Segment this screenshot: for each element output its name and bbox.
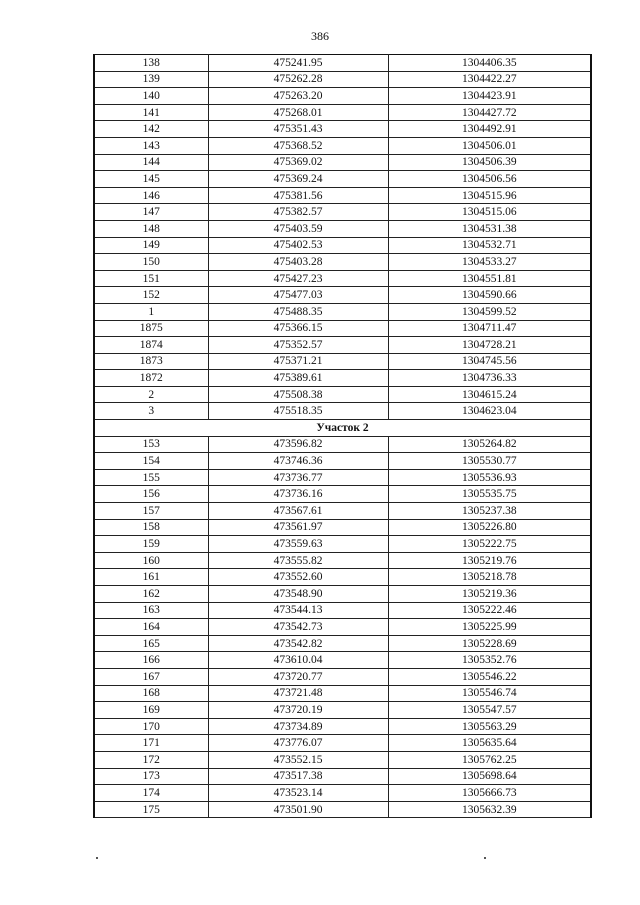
point-number-cell: 148 (94, 220, 208, 237)
x-coordinate-cell: 475403.28 (208, 254, 388, 271)
x-coordinate-cell: 473555.82 (208, 552, 388, 569)
table-row (94, 154, 591, 171)
y-coordinate-cell: 1305228.69 (388, 635, 591, 652)
x-coordinate-cell: 473567.61 (208, 503, 388, 520)
table-row (94, 104, 591, 121)
x-coordinate-cell: 473596.82 (208, 436, 388, 453)
x-coordinate-cell: 473542.73 (208, 619, 388, 636)
table-row (94, 751, 591, 768)
point-number-cell: 1 (94, 303, 208, 320)
y-coordinate-cell: 1304423.91 (388, 88, 591, 105)
y-coordinate-cell: 1305535.75 (388, 486, 591, 503)
section-row (94, 420, 591, 437)
scan-speck (484, 857, 486, 859)
y-coordinate-cell: 1304615.24 (388, 386, 591, 403)
point-number-cell: 173 (94, 768, 208, 785)
y-coordinate-cell: 1304532.71 (388, 237, 591, 254)
x-coordinate-cell: 473721.48 (208, 685, 388, 702)
table-row (94, 137, 591, 154)
table-row (94, 386, 591, 403)
point-number-cell: 175 (94, 801, 208, 818)
point-number-cell: 156 (94, 486, 208, 503)
table-row (94, 536, 591, 553)
point-number-cell: 2 (94, 386, 208, 403)
point-number-cell: 174 (94, 785, 208, 802)
x-coordinate-cell: 475402.53 (208, 237, 388, 254)
table-row (94, 187, 591, 204)
table-row (94, 287, 591, 304)
y-coordinate-cell: 1304406.35 (388, 55, 591, 72)
table-row (94, 436, 591, 453)
table-row (94, 303, 591, 320)
y-coordinate-cell: 1304599.52 (388, 303, 591, 320)
y-coordinate-cell: 1304745.56 (388, 353, 591, 370)
y-coordinate-cell: 1304728.21 (388, 337, 591, 354)
table-row (94, 469, 591, 486)
point-number-cell: 1874 (94, 337, 208, 354)
point-number-cell: 1872 (94, 370, 208, 387)
table-row (94, 668, 591, 685)
point-number-cell: 150 (94, 254, 208, 271)
table-row (94, 71, 591, 88)
x-coordinate-cell: 475366.15 (208, 320, 388, 337)
x-coordinate-cell: 473720.19 (208, 702, 388, 719)
table-row (94, 121, 591, 138)
point-number-cell: 163 (94, 602, 208, 619)
y-coordinate-cell: 1305222.46 (388, 602, 591, 619)
point-number-cell: 170 (94, 718, 208, 735)
x-coordinate-cell: 475427.23 (208, 270, 388, 287)
table-row (94, 220, 591, 237)
point-number-cell: 149 (94, 237, 208, 254)
point-number-cell: 155 (94, 469, 208, 486)
table-row (94, 619, 591, 636)
x-coordinate-cell: 475477.03 (208, 287, 388, 304)
x-coordinate-cell: 473552.60 (208, 569, 388, 586)
table-row (94, 768, 591, 785)
table-row (94, 718, 591, 735)
point-number-cell: 160 (94, 552, 208, 569)
y-coordinate-cell: 1304515.06 (388, 204, 591, 221)
y-coordinate-cell: 1304711.47 (388, 320, 591, 337)
table-row (94, 453, 591, 470)
point-number-cell: 157 (94, 503, 208, 520)
x-coordinate-cell: 475368.52 (208, 137, 388, 154)
y-coordinate-cell: 1305547.57 (388, 702, 591, 719)
y-coordinate-cell: 1305219.76 (388, 552, 591, 569)
point-number-cell: 161 (94, 569, 208, 586)
y-coordinate-cell: 1305563.29 (388, 718, 591, 735)
point-number-cell: 3 (94, 403, 208, 420)
y-coordinate-cell: 1305237.38 (388, 503, 591, 520)
table-row (94, 685, 591, 702)
x-coordinate-cell: 473523.14 (208, 785, 388, 802)
point-number-cell: 164 (94, 619, 208, 636)
x-coordinate-cell: 473736.16 (208, 486, 388, 503)
point-number-cell: 142 (94, 121, 208, 138)
x-coordinate-cell: 473720.77 (208, 668, 388, 685)
y-coordinate-cell: 1305762.25 (388, 751, 591, 768)
x-coordinate-cell: 473501.90 (208, 801, 388, 818)
y-coordinate-cell: 1304506.39 (388, 154, 591, 171)
y-coordinate-cell: 1304736.33 (388, 370, 591, 387)
y-coordinate-cell: 1305632.39 (388, 801, 591, 818)
point-number-cell: 141 (94, 104, 208, 121)
point-number-cell: 140 (94, 88, 208, 105)
table-row (94, 702, 591, 719)
y-coordinate-cell: 1304492.91 (388, 121, 591, 138)
point-number-cell: 168 (94, 685, 208, 702)
point-number-cell: 154 (94, 453, 208, 470)
table-row (94, 635, 591, 652)
point-number-cell: 1875 (94, 320, 208, 337)
y-coordinate-cell: 1305546.74 (388, 685, 591, 702)
point-number-cell: 153 (94, 436, 208, 453)
table-row (94, 237, 591, 254)
x-coordinate-cell: 473736.77 (208, 469, 388, 486)
table-row (94, 785, 591, 802)
x-coordinate-cell: 475369.24 (208, 171, 388, 188)
point-number-cell: 162 (94, 586, 208, 603)
x-coordinate-cell: 475263.20 (208, 88, 388, 105)
table-row (94, 403, 591, 420)
table-row (94, 569, 591, 586)
x-coordinate-cell: 473548.90 (208, 586, 388, 603)
coordinates-table-body (94, 55, 591, 818)
x-coordinate-cell: 475389.61 (208, 370, 388, 387)
y-coordinate-cell: 1305635.64 (388, 735, 591, 752)
point-number-cell: 169 (94, 702, 208, 719)
y-coordinate-cell: 1305546.22 (388, 668, 591, 685)
x-coordinate-cell: 473517.38 (208, 768, 388, 785)
y-coordinate-cell: 1305698.64 (388, 768, 591, 785)
point-number-cell: 166 (94, 652, 208, 669)
y-coordinate-cell: 1305264.82 (388, 436, 591, 453)
table-row (94, 353, 591, 370)
y-coordinate-cell: 1304590.66 (388, 287, 591, 304)
table-row (94, 519, 591, 536)
x-coordinate-cell: 475241.95 (208, 55, 388, 72)
point-number-cell: 146 (94, 187, 208, 204)
point-number-cell: 138 (94, 55, 208, 72)
table-row (94, 320, 591, 337)
point-number-cell: 165 (94, 635, 208, 652)
x-coordinate-cell: 473746.36 (208, 453, 388, 470)
x-coordinate-cell: 473561.97 (208, 519, 388, 536)
y-coordinate-cell: 1304506.56 (388, 171, 591, 188)
table-row (94, 503, 591, 520)
point-number-cell: 159 (94, 536, 208, 553)
coordinates-table (93, 54, 592, 818)
x-coordinate-cell: 473542.82 (208, 635, 388, 652)
y-coordinate-cell: 1305226.80 (388, 519, 591, 536)
y-coordinate-cell: 1304506.01 (388, 137, 591, 154)
point-number-cell: 167 (94, 668, 208, 685)
table-row (94, 801, 591, 818)
x-coordinate-cell: 475488.35 (208, 303, 388, 320)
point-number-cell: 144 (94, 154, 208, 171)
y-coordinate-cell: 1305225.99 (388, 619, 591, 636)
point-number-cell: 1873 (94, 353, 208, 370)
y-coordinate-cell: 1304515.96 (388, 187, 591, 204)
x-coordinate-cell: 475351.43 (208, 121, 388, 138)
y-coordinate-cell: 1305352.76 (388, 652, 591, 669)
x-coordinate-cell: 473544.13 (208, 602, 388, 619)
y-coordinate-cell: 1305222.75 (388, 536, 591, 553)
point-number-cell: 171 (94, 735, 208, 752)
x-coordinate-cell: 475371.21 (208, 353, 388, 370)
table-row (94, 337, 591, 354)
section-title: Участок 2 (94, 420, 591, 437)
y-coordinate-cell: 1305666.73 (388, 785, 591, 802)
y-coordinate-cell: 1304623.04 (388, 403, 591, 420)
table-row (94, 88, 591, 105)
table-row (94, 370, 591, 387)
y-coordinate-cell: 1305218.78 (388, 569, 591, 586)
x-coordinate-cell: 473552.15 (208, 751, 388, 768)
x-coordinate-cell: 475352.57 (208, 337, 388, 354)
x-coordinate-cell: 475381.56 (208, 187, 388, 204)
point-number-cell: 172 (94, 751, 208, 768)
table-row (94, 55, 591, 72)
y-coordinate-cell: 1304422.27 (388, 71, 591, 88)
table-row (94, 171, 591, 188)
table-row (94, 486, 591, 503)
x-coordinate-cell: 473776.07 (208, 735, 388, 752)
table-row (94, 735, 591, 752)
x-coordinate-cell: 473610.04 (208, 652, 388, 669)
x-coordinate-cell: 475262.28 (208, 71, 388, 88)
y-coordinate-cell: 1305536.93 (388, 469, 591, 486)
y-coordinate-cell: 1304551.81 (388, 270, 591, 287)
page-number: 386 (311, 29, 329, 43)
y-coordinate-cell: 1304533.27 (388, 254, 591, 271)
point-number-cell: 151 (94, 270, 208, 287)
point-number-cell: 147 (94, 204, 208, 221)
x-coordinate-cell: 473734.89 (208, 718, 388, 735)
x-coordinate-cell: 475369.02 (208, 154, 388, 171)
x-coordinate-cell: 475382.57 (208, 204, 388, 221)
x-coordinate-cell: 475508.38 (208, 386, 388, 403)
point-number-cell: 139 (94, 71, 208, 88)
y-coordinate-cell: 1305219.36 (388, 586, 591, 603)
point-number-cell: 145 (94, 171, 208, 188)
table-row (94, 586, 591, 603)
table-row (94, 254, 591, 271)
x-coordinate-cell: 475518.35 (208, 403, 388, 420)
point-number-cell: 158 (94, 519, 208, 536)
y-coordinate-cell: 1305530.77 (388, 453, 591, 470)
x-coordinate-cell: 473559.63 (208, 536, 388, 553)
y-coordinate-cell: 1304531.38 (388, 220, 591, 237)
scan-speck (96, 857, 98, 859)
table-row (94, 204, 591, 221)
table-row (94, 552, 591, 569)
table-row (94, 270, 591, 287)
x-coordinate-cell: 475403.59 (208, 220, 388, 237)
x-coordinate-cell: 475268.01 (208, 104, 388, 121)
table-row (94, 652, 591, 669)
table-row (94, 602, 591, 619)
point-number-cell: 152 (94, 287, 208, 304)
point-number-cell: 143 (94, 137, 208, 154)
y-coordinate-cell: 1304427.72 (388, 104, 591, 121)
